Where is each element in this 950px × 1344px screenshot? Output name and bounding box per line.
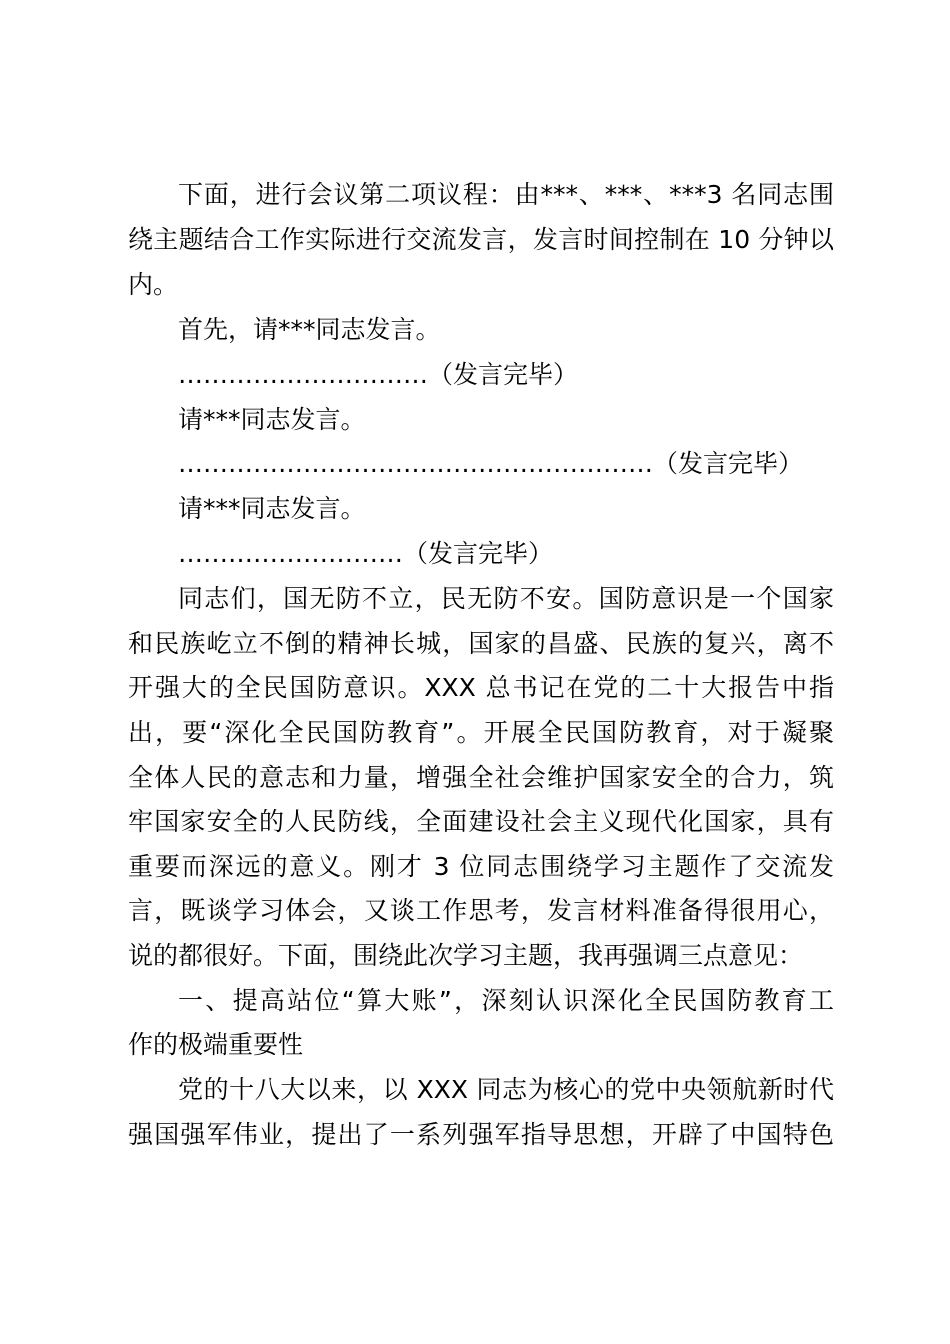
paragraph-line: 言，既谈学习体会，又谈工作思考，发言材料准备得很用心， xyxy=(128,896,834,925)
paragraph-line: 全体人民的意志和力量，增强全社会维护国家安全的合力，筑 xyxy=(128,763,834,792)
paragraph-line: 同志们，国无防不立，民无防不安。国防意识是一个国家 xyxy=(178,584,834,613)
paragraph-line: 请***同志发言。 xyxy=(178,494,366,523)
paragraph-line: 绕主题结合工作实际进行交流发言，发言时间控制在 10 分钟以 xyxy=(128,225,834,254)
paragraph-line: 下面，进行会议第二项议程：由***、***、***3 名同志围 xyxy=(178,180,834,209)
section-heading-line: 一、提高站位“算大账”，深刻认识深化全民国防教育工 xyxy=(178,986,834,1015)
paragraph-line: 出，要“深化全民国防教育”。开展全民国防教育，对于凝聚 xyxy=(128,718,834,747)
dotted-line: ………………………（发言完毕） xyxy=(178,539,554,568)
paragraph-line: 请***同志发言。 xyxy=(178,405,366,434)
paragraph-line: 开强大的全民国防意识。XXX 总书记在党的二十大报告中指 xyxy=(128,673,834,702)
dotted-line: …………………………………………………（发言完毕） xyxy=(178,449,804,478)
paragraph-line: 首先，请***同志发言。 xyxy=(178,315,441,344)
paragraph-line: 内。 xyxy=(128,270,179,299)
paragraph-line: 重要而深远的意义。刚才 3 位同志围绕学习主题作了交流发 xyxy=(128,852,834,881)
section-heading-line: 作的极端重要性 xyxy=(128,1030,304,1059)
paragraph-line: 强国强军伟业，提出了一系列强军指导思想，开辟了中国特色 xyxy=(128,1120,834,1149)
dotted-line: …………………………（发言完毕） xyxy=(178,360,579,389)
paragraph-line: 说的都很好。下面，围绕此次学习主题，我再强调三点意见： xyxy=(128,941,804,970)
paragraph-line: 牢国家安全的人民防线，全面建设社会主义现代化国家，具有 xyxy=(128,807,834,836)
paragraph-line: 和民族屹立不倒的精神长城，国家的昌盛、民族的复兴，离不 xyxy=(128,629,834,658)
paragraph-line: 党的十八大以来，以 XXX 同志为核心的党中央领航新时代 xyxy=(178,1075,834,1104)
